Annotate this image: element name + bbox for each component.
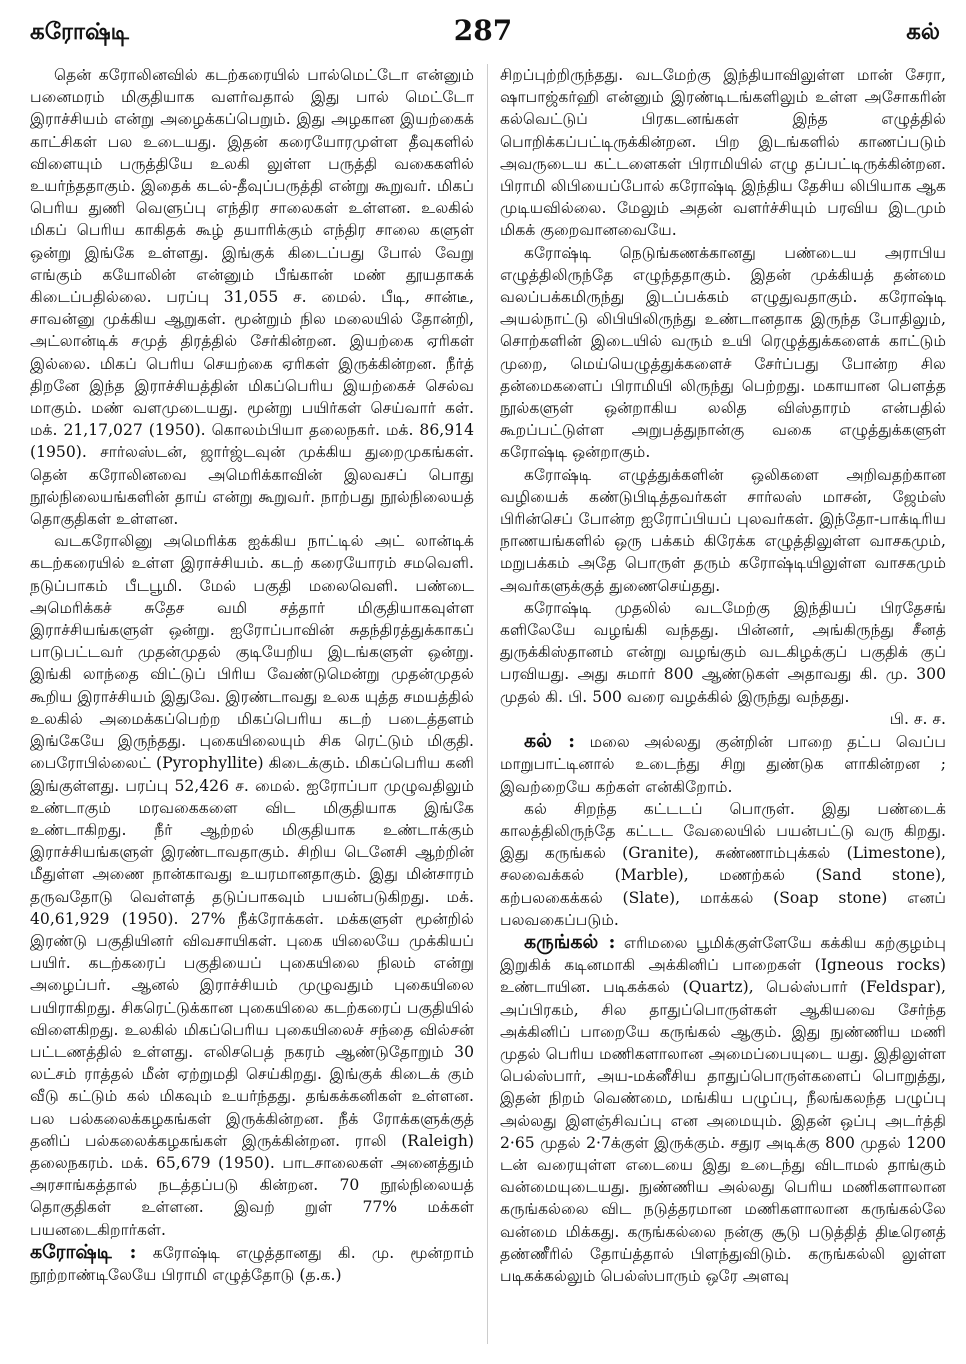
kharoshthi-entry-text: கரோஷ்டி எழுத்தானது கி. மு. மூன்றாம் நூற்றாண்டிலேயே பிராமி எழுத்தோடு (த.க.) (30, 1243, 474, 1284)
kal-entry-text: மலை அல்லது குன்றின் பாறை தட்ப வெப்ப மாறுபாட்டினால் உடைந்து சிறு துண்டுக ளாகின்றன ; இவற்றையே கற்கள் என்கிறோம். (500, 733, 946, 796)
kal-entry-heading: கல் : (524, 730, 576, 753)
granite-entry (500, 931, 946, 1287)
page-number: 287 (453, 14, 513, 47)
author-initials: பி. ச. ச. (889, 709, 946, 728)
page-header (0, 0, 966, 60)
north-carolina-paragraph: வடகரோலினு அமெரிக்க ஐக்கிய நாட்டில் அட் லான்டிக் கடற்கரையில் உள்ள இராச்சியம். கடற் கரையோரம் சமவெளி. நடுப்பாகம் பீடபூமி. மேல் பகுதி மலைவெளி. பண்டை அமெரிக்கச் சுதேச வமி சத்தார் மிகுதியாகவுள்ள இராச்சியங்களுள் ஒன்று. ஐரோப்பாவின் சுதந்திரத்துக்காகப் பாடுபட்டவர் முதன்முதல் குடியேறிய இடங்களுள் ஒன்று. இங்கி லாந்தை விட்டுப் பிரிய வேண்டுமென்று முதன்முதல் கூறிய இராச்சியம் இதுவே. இரண்டாவது உலக யுத்த சமயத்தில் உலகில் அமைக்கப்பெற்ற மிகப்பெரிய கடற் படைத்தளம் இங்கேயே இருந்தது. புகையிலையும் சிக ரெட்டும் மிகுதி. பைரோபில்லைட் (Pyrophyllite) கிடைக்கும். மிகப்பெரிய கனி இங்குள்ளது. பரப்பு 52,426 ச. மைல். ஐரோப்பா முழுவதிலும் உண்டாகும் மரவகைகளை விட மிகுதியாக இங்கே உண்டாகிறது. நீர் ஆற்றல் மிகுதியாக உண்டாக்கும் இராச்சியங்களுள் இரண்டாவதாகும். சிறிய டெனேசி ஆற்றின் மீதுள்ள அணை நான்காவது உயரமானதாகும். இது மின்சாரம் தருவதோடு வெள்ளத் தடுப்பாகவும் பயன்படுகிறது. மக். 40,61,929 (1950). 27% நீக்ரோக்கள். மக்களுள் மூன்றில் இரண்டு பகுதியினர் விவசாயிகள். புகை யிலையே முக்கியப் பயிர். கடற்கரைப் பகுதியைப் புகையிலை நிலம் என்று அழைப்பர். ஆனல் இராச்சியம் முழுவதும் புகையிலை பயிராகிறது. சிகரெட்டுக்கான புகையிலை கடற்கரைப் பகுதியில் விளைகிறது. உலகில் மிகப்பெரிய புகையிலைச் சந்தை வில்சன் பட்டணத்தில் உள்ளது. எலிசபெத் நகரம் ஆண்டுதோறும் 30 லட்சம் ராத்தல் மீன் ஏற்றுமதி செய்கிறது. இங்குக் கிடைக் கும் வீடு கட்டும் கல் மிகவும் உயர்ந்தது. தங்கக்கனிகள் உள்ளன. பல பல்கலைக்கழகங்கள் இருக்கின்றன. நீக் ரோக்களுக்குத் தனிப் பல்கலைக்கழகங்கள் இருக்கின்றன. ராலி (Raleigh) தலைநகரம். மக். 65,679 (1950). பாடசாலைகள் அனைத்தும் அரசாங்கத்தால் நடத்தப்படு கின்றன. 70 நூல்நிலையத் தொகுதிகள் உள்ளன. இவற் றுள் 77% மக்கள் பயனடைகிறார்கள். (30, 532, 474, 1239)
granite-entry-text: எரிமலை பூமிக்குள்ளேயே கக்கிய கற்குழம்பு இறுகிக் கடினமாகி அக்கினிப் பாறைகள் (Igneous rocks) உண்டாயின. படிகக்கல் (Quartz), பெல்ஸ்பார் (Feldspar), அப்பிரகம், சில தாதுப்பொருள்கள் ஆகியவை சேர்ந்த அக்கினிப் பாறையே கருங்கல் ஆகும். இது நுண்ணிய மணி முதல் பெரிய மணிகளாலான அமைப்பையுடை யது. இதிலுள்ள பெல்ஸ்பார், அய-மக்னீசிய தாதுப்பொருள்களைப் பொறுத்து, இதன் நிறம் வெண்மை, மங்கிய பழுப்பு, நீலங்கலந்த பழுப்பு அல்லது இளஞ்சிவப்பு என அமையும். இதன் ஒப்பு அடர்த்தி 2·65 முதல் 2·7க்குள் இருக்கும். சதுர அடிக்கு 800 முதல் 1200 டன் வரையுள்ள எடையை இது உடைந்து விடாமல் தாங்கும் வன்மையுடையது. நுண்ணிய அல்லது பெரிய மணிகளாலான கருங்கல்லை விட நடுத்தரமான மணிகளாலான கருங்கல்லே வன்மை மிக்கது. கருங்கல்லை நன்கு சூடு படுத்தித் திடீரெனத் தண்ணீரில் தோய்த்தால் பிளந்துவிடும். கருங்கல்லி லுள்ள படிகக்கல்லும் பெல்ஸ்பாரும் ஒரே அளவு (500, 933, 946, 1285)
kharoshthi-entry-heading: கரோஷ்டி : (30, 1240, 137, 1263)
granite-entry-heading: கருங்கல் : (524, 930, 616, 953)
running-head-right: கல் (906, 18, 940, 45)
building-stone-paragraph: கல் சிறந்த கட்டடப் பொருள். இது பண்டைக் காலத்திலிருந்தே கட்டட வேலையில் பயன்பட்டு வரு கிறது. இது கருங்கல் (Granite), சுண்ணாம்புக்கல் (Limestone), சலவைக்கல் (Marble), மணற்கல் (Sand stone), கற்பலகைக்கல் (Slate), மாக்கல் (Soap stone) எனப் பலவகைப்படும். (500, 799, 946, 929)
kharoshthi-continued-paragraph: சிறப்புற்றிருந்தது. வடமேற்கு இந்தியாவிலுள்ள மான் சேரா, ஷாபாஜ்கர்ஹி என்னும் இரண்டிடங்களிலும் உள்ள அசோகரின் கல்வெட்டுப் பிரகடனங்கள் இந்த எழுத்தில் பொறிக்கப்பட்டிருக்கின்றன. பிற இடங்களில் காணப்படும் அவருடைய கட்டளைகள் பிராமியில் எழு தப்பட்டிருக்கின்றன. பிராமி லிபியைப்போல் கரோஷ்டி இந்திய தேசிய லிபியாக ஆக முடியவில்லை. மேலும் அதன் வளர்ச்சியும் பரவிய இடமும் மிகக் குறைவானவையே. (500, 66, 946, 240)
kharoshthi-alphabet-paragraph: கரோஷ்டி நெடுங்கணக்கானது பண்டைய அராபிய எழுத்திலிருந்தே எழுந்ததாகும். இதன் முக்கியத் தன்மை வலப்பக்கமிருந்து இடப்பக்கம் எழுதுவதாகும். கரோஷ்டி அயல்நாட்டு லிபியிலிருந்து உண்டானதாக இருந்த போதிலும், சொற்களின் இடையில் வரும் உயி ரெழுத்துக்களைக் காட்டும் முறை, மெய்யெழுத்துக்களைச் சேர்ப்பது போன்ற சில தன்மைகளைப் பிராமியி லிருந்து பெற்றது. மகாயான பௌத்த நூல்களுள் ஒன்றாகிய லலித விஸ்தாரம் என்பதில் கூறப்பட்டுள்ள அறுபத்துநான்கு வகை எழுத்துக்களுள் கரோஷ்டி ஒன்றாகும். (500, 243, 946, 462)
running-head-left: கரோஷ்டி (30, 18, 129, 45)
right-column (500, 64, 946, 1287)
kharoshthi-entry (30, 1241, 474, 1286)
south-carolina-paragraph: தென் கரோலினவில் கடற்கரையில் பால்மெட்டோ என்னும் பனைமரம் மிகுதியாக வளர்வதால் இது பால் மெட்டோ இராச்சியம் என்று அழைக்கப்பெறும். இது அழகான இயற்கைக் காட்சிகள் பல உடையது. இதன் கரையோரமுள்ள தீவுகளில் விளையும் பருத்தியே உலகி லுள்ள பருத்தி வகைகளில் உயர்ந்ததாகும். இதைக் கடல்-தீவுப்பருத்தி என்று கூறுவர். மிகப் பெரிய துணி வெளுப்பு எந்திர சாலைகள் உள்ளன. உலகில் மிகப் பெரிய காகிதக் கூழ் தயாரிக்கும் எந்திர சாலை களுள் ஒன்று இங்கே உள்ளது. இங்குக் கிடைப்பது போல் வேறு எங்கும் கயோலின் என்னும் பீங்கான் மண் தூயதாகக் கிடைப்பதில்லை. பரப்பு 31,055 ச. மைல். பீடி, சான்டீ, சாவன்னு முக்கிய ஆறுகள். மூன்றும் நில மலையில் தோன்றி, அட்லான்டிக் சமுத் திரத்தில் சேர்கின்றன. இயற்கை ஏரிகள் இல்லை. மிகப் பெரிய செயற்கை ஏரிகள் இருக்கின்றன. நீர்த் திறனே இந்த இராச்சியத்தின் மிகப்பெரிய இயற்கைச் செல்வ மாகும். மண் வளமுடையது. மூன்று பயிர்கள் செய்வார் கள். மக். 21,17,027 (1950). கொலம்பியா தலைநகர். மக். 86,914 (1950). சார்லஸ்டன், ஜார்ஜ்டவுன் முக்கிய துறைமுகங்கள். தென் கரோலினவை அமெரிக்காவின் இலவசப் பொது நூல்நிலையங்களின் தாய் என்று கூறுவர். நாற்பது நூல்நிலையத் தொகுதிகள் உள்ளன. (30, 66, 474, 529)
left-column (30, 64, 474, 1286)
kal-entry (500, 730, 946, 798)
kharoshthi-decipherment-paragraph: கரோஷ்டி எழுத்துக்களின் ஒலிகளை அறிவதற்கான வழியைக் கண்டுபிடித்தவர்கள் சார்லஸ் மாசன், ஜேம்ஸ் பிரின்செப் போன்ற ஐரோப்பியப் புலவர்கள். இந்தோ-பாக்டிரிய நாணயங்களில் ஒரு பக்கம் கிரேக்க எழுத்திலுள்ள வாசகமும், மறுபக்கம் அதே பொருள் தரும் கரோஷ்டியிலுள்ள வாசகமும் அவர்களுக்குத் துணைசெய்தது. (500, 465, 946, 595)
column-gutter (487, 64, 488, 1344)
kharoshthi-spread-paragraph: கரோஷ்டி முதலில் வடமேற்கு இந்தியப் பிரதேசங் களிலேயே வழங்கி வந்தது. பின்னர், அங்கிருந்து சீனத் துருக்கிஸ்தானம் என்று வழங்கும் வடகிழக்குப் பகுதிக் குப் பரவியது. அது சுமார் 800 ஆண்டுகள் அதாவது கி. மு. 300 முதல் கி. பி. 500 வரை வழக்கில் இருந்து வந்தது. (500, 598, 946, 706)
